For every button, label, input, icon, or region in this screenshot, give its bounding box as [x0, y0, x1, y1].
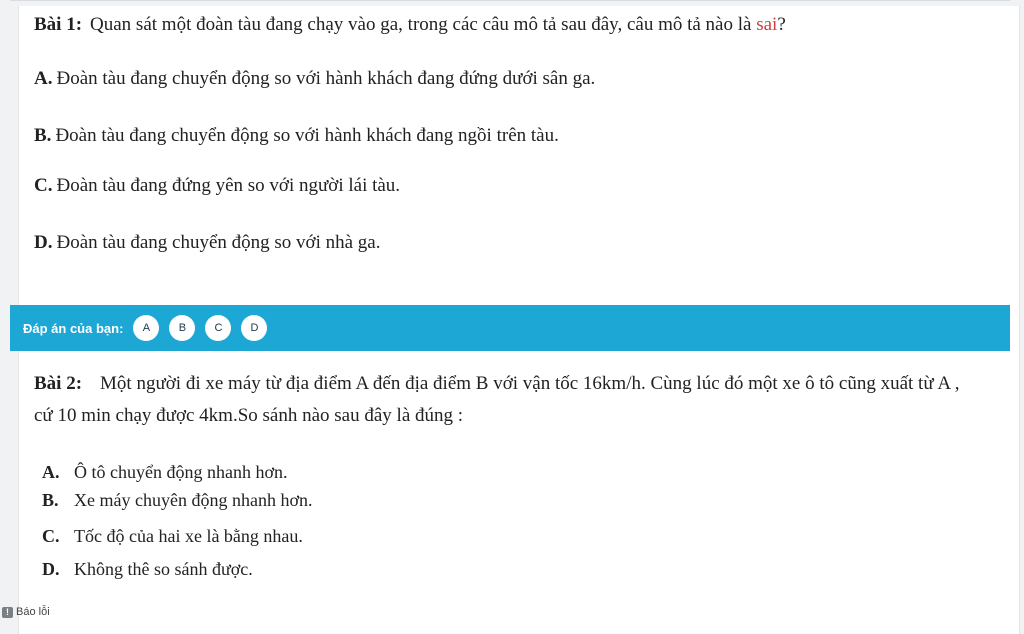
question-1-number: Bài 1:: [34, 14, 83, 35]
question-1-end: ?: [777, 14, 786, 35]
question-2-option-b: [42, 490, 312, 511]
option-text: Đoàn tàu đang chuyển động so với nhà ga.: [56, 232, 381, 253]
answer-choice-a[interactable]: A: [133, 315, 159, 341]
report-error-link[interactable]: [2, 606, 50, 618]
answer-bar: [10, 305, 1010, 351]
option-letter: D.: [42, 559, 60, 579]
report-error-label: Báo lỗi: [16, 606, 50, 618]
option-letter: D.: [34, 232, 53, 253]
option-text: Tốc độ của hai xe là bằng nhau.: [74, 526, 303, 546]
option-text: Đoàn tàu đang đứng yên so với người lái tàu.: [56, 175, 401, 196]
option-letter: B.: [42, 490, 59, 510]
question-1-option-c: [34, 175, 400, 197]
option-text: Ô tô chuyển động nhanh hơn.: [74, 462, 288, 482]
question-1-option-a: [34, 68, 595, 90]
option-letter: C.: [34, 175, 53, 196]
option-text: Không thê so sánh được.: [74, 559, 253, 579]
question-2-option-c: [42, 526, 303, 547]
option-text: Đoàn tàu đang chuyển động so với hành khách đang đứng dưới sân ga.: [56, 68, 596, 89]
answer-choice-b[interactable]: B: [169, 315, 195, 341]
answer-label: Đáp án của bạn:: [23, 320, 124, 336]
question-1-highlight: sai: [756, 14, 778, 35]
question-2-title: [34, 368, 974, 432]
question-1-title: [34, 14, 786, 36]
question-1-option-d: [34, 232, 381, 254]
question-2-text: Một người đi xe máy từ địa điểm A đến địa điểm B với vận tốc 16km/h. Cùng lúc đó một xe ô tô cũng xuất từ A , cứ 10 min chạy được 4km.So sánh nào sau đây là đúng :: [34, 373, 960, 426]
option-letter: C.: [42, 526, 60, 546]
alert-icon: !: [2, 607, 13, 618]
answer-choice-d[interactable]: D: [241, 315, 267, 341]
option-text: Xe máy chuyên động nhanh hơn.: [74, 490, 313, 510]
option-text: Đoàn tàu đang chuyển động so với hành khách đang ngồi trên tàu.: [55, 125, 559, 146]
option-letter: B.: [34, 125, 52, 146]
question-1-option-b: [34, 125, 559, 147]
question-1-text: Quan sát một đoàn tàu đang chạy vào ga, trong các câu mô tả sau đây, câu mô tả nào là: [90, 14, 752, 35]
question-2-option-a: [42, 462, 288, 483]
option-letter: A.: [34, 68, 53, 89]
question-2-number: Bài 2:: [34, 373, 83, 394]
question-2-option-d: [42, 559, 253, 580]
answer-choice-c[interactable]: C: [205, 315, 231, 341]
option-letter: A.: [42, 462, 60, 482]
top-divider: [10, 0, 1010, 1]
